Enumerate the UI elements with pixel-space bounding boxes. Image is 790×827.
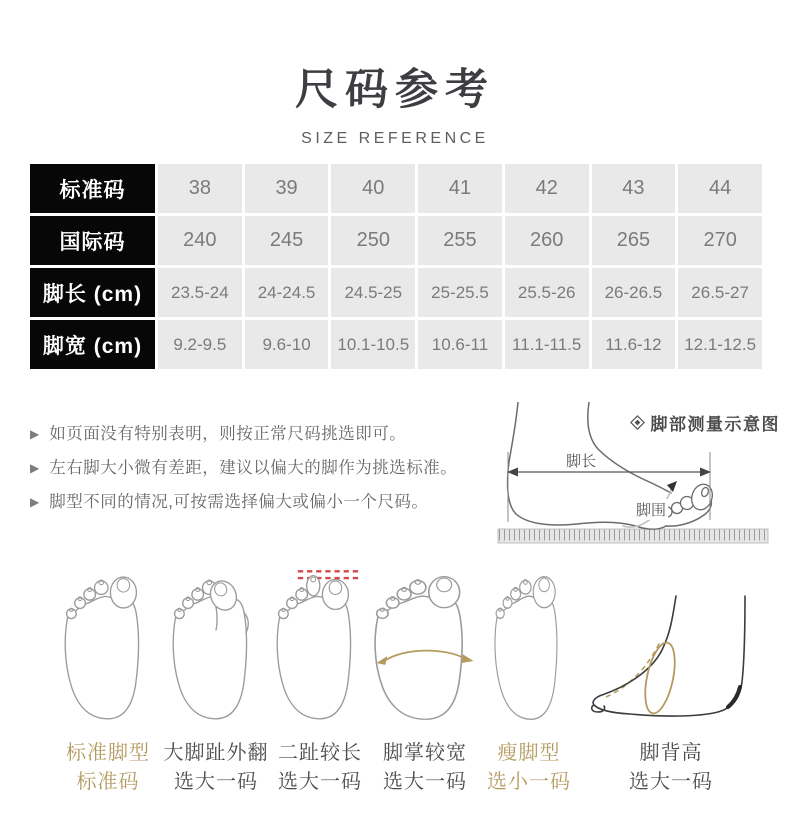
list-item bbox=[30, 491, 457, 513]
row-header-foot-width: 脚宽 (cm) bbox=[30, 320, 155, 369]
foot-type-caption bbox=[278, 739, 362, 797]
table-cell: 23.5-24 bbox=[158, 268, 242, 317]
table-cell: 26.5-27 bbox=[678, 268, 762, 317]
table-cell: 270 bbox=[678, 216, 762, 265]
caption-line-1: 二趾较长 bbox=[278, 742, 362, 764]
diamond-icon bbox=[630, 415, 645, 430]
foot-type-slim bbox=[474, 558, 584, 797]
foot-type-bunion bbox=[158, 558, 274, 797]
girth-ellipse bbox=[640, 640, 680, 716]
table-cell: 10.1-10.5 bbox=[331, 320, 415, 369]
caption-line-2: 选大一码 bbox=[629, 771, 713, 793]
caption-line-1: 大脚趾外翻 bbox=[163, 742, 269, 764]
arrowhead-right bbox=[700, 468, 711, 477]
table-cell: 11.6-12 bbox=[592, 320, 676, 369]
girth-arrowhead bbox=[667, 481, 677, 492]
foot-type-caption bbox=[383, 739, 467, 797]
foot-type-long-second-toe bbox=[262, 558, 378, 797]
length-label: 脚长 bbox=[564, 450, 598, 471]
table-cell: 11.1-11.5 bbox=[505, 320, 589, 369]
table-cell: 26-26.5 bbox=[592, 268, 676, 317]
wide-foot-illustration bbox=[369, 558, 481, 726]
list-item bbox=[30, 423, 457, 445]
table-cell: 260 bbox=[505, 216, 589, 265]
foot-type-standard bbox=[50, 558, 166, 797]
triangle-bullet-icon: ▶ bbox=[30, 495, 40, 509]
note-text: 左右脚大小微有差距，建议以偏大的脚作为挑选标准。 bbox=[49, 459, 458, 477]
page-title: 尺码参考 bbox=[295, 66, 495, 114]
foot-type-caption bbox=[629, 739, 713, 797]
table-cell: 255 bbox=[418, 216, 502, 265]
side-foot-outline bbox=[593, 596, 745, 716]
caption-line-2: 选大一码 bbox=[174, 771, 258, 793]
list-item bbox=[30, 457, 457, 479]
note-text: 如页面没有特别表明，则按正常尺码挑选即可。 bbox=[49, 425, 407, 443]
table-cell: 10.6-11 bbox=[418, 320, 502, 369]
notes-list bbox=[30, 423, 457, 513]
table-cell: 40 bbox=[331, 164, 415, 213]
heel-shading bbox=[728, 687, 740, 707]
page-subtitle: SIZE REFERENCE bbox=[301, 130, 489, 147]
table-cell: 42 bbox=[505, 164, 589, 213]
caption-line-2: 选大一码 bbox=[278, 771, 362, 793]
long-second-toe-illustration bbox=[267, 558, 373, 726]
table-cell: 41 bbox=[418, 164, 502, 213]
table-cell: 240 bbox=[158, 216, 242, 265]
caption-line-1: 脚掌较宽 bbox=[383, 742, 467, 764]
table-cell: 25-25.5 bbox=[418, 268, 502, 317]
triangle-bullet-icon: ▶ bbox=[30, 461, 40, 475]
diagram-title-text: 脚部测量示意图 bbox=[650, 415, 780, 434]
note-text: 脚型不同的情况,可按需选择偏大或偏小一个尺码。 bbox=[49, 493, 429, 511]
table-cell: 44 bbox=[678, 164, 762, 213]
table-cell: 12.1-12.5 bbox=[678, 320, 762, 369]
caption-line-2: 标准码 bbox=[76, 771, 140, 793]
width-arrowhead-right bbox=[462, 654, 474, 663]
foot-type-caption bbox=[164, 739, 269, 797]
caption-line-2: 选大一码 bbox=[383, 771, 467, 793]
triangle-bullet-icon: ▶ bbox=[30, 427, 40, 441]
diagram-title bbox=[630, 410, 781, 435]
table-cell: 24-24.5 bbox=[245, 268, 329, 317]
table-cell: 265 bbox=[592, 216, 676, 265]
table-cell: 24.5-25 bbox=[331, 268, 415, 317]
foot-type-high-instep bbox=[584, 558, 758, 797]
big-toe bbox=[688, 482, 715, 513]
row-header-standard-size: 标准码 bbox=[30, 164, 155, 213]
caption-line-1: 标准脚型 bbox=[66, 742, 150, 764]
table-cell: 43 bbox=[592, 164, 676, 213]
table-cell: 245 bbox=[245, 216, 329, 265]
standard-foot-illustration bbox=[55, 558, 161, 726]
table-cell: 9.2-9.5 bbox=[158, 320, 242, 369]
caption-line-1: 脚背高 bbox=[639, 742, 703, 764]
caption-line-2: 选小一码 bbox=[487, 771, 571, 793]
table-cell: 250 bbox=[331, 216, 415, 265]
row-header-foot-length: 脚长 (cm) bbox=[30, 268, 155, 317]
size-table bbox=[30, 164, 762, 369]
foot-type-wide bbox=[364, 558, 486, 797]
table-cell: 38 bbox=[158, 164, 242, 213]
high-instep-illustration bbox=[586, 558, 756, 726]
foot-type-caption bbox=[66, 739, 150, 797]
bunion-foot-illustration bbox=[163, 558, 269, 726]
girth-label: 脚围 bbox=[634, 499, 668, 520]
table-cell: 39 bbox=[245, 164, 329, 213]
table-cell: 25.5-26 bbox=[505, 268, 589, 317]
foot-type-guide bbox=[0, 558, 790, 808]
foot-measurement-diagram bbox=[492, 402, 784, 552]
instep-dashed-guide bbox=[606, 642, 660, 697]
page-header bbox=[0, 56, 790, 148]
slim-foot-illustration bbox=[481, 558, 577, 726]
caption-line-1: 瘦脚型 bbox=[497, 742, 561, 764]
row-header-intl-size: 国际码 bbox=[30, 216, 155, 265]
ruler-ticks bbox=[498, 529, 768, 543]
foot-type-caption bbox=[487, 739, 571, 797]
table-cell: 9.6-10 bbox=[245, 320, 329, 369]
